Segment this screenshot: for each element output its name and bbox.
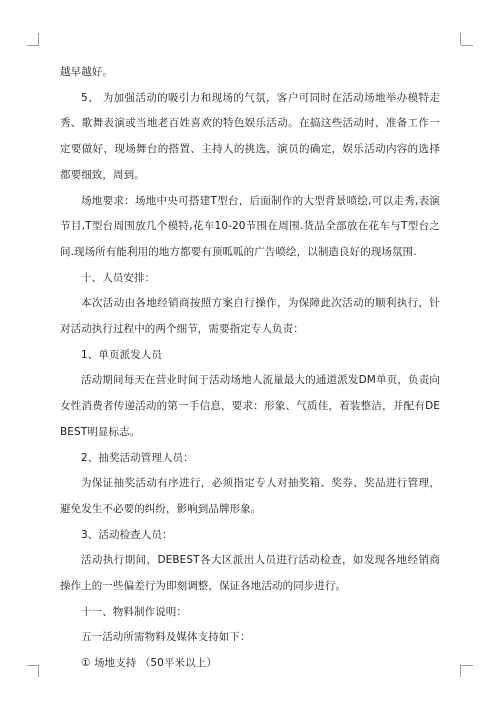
paragraph: 五一活动所需物料及媒体支持如下： <box>81 631 251 644</box>
paragraph: 越早越好。 <box>60 66 113 78</box>
section-heading: 十一、物料制作说明： <box>81 605 187 618</box>
list-item: ① 场地支持 （50平米以上） <box>81 657 217 670</box>
crop-mark-top-right-horizontal <box>461 45 473 46</box>
crop-mark-bottom-left-horizontal <box>27 665 39 666</box>
paragraph: 场地要求：场地中央可搭建T型台，后面制作的大型背景喷绘,可以走秀,表演节目,T型台周围放几个模特,花车10-20节围在周围.货品全部放在花车与T型台之间.现场所有能利用的地方都要有顶呱呱的广告喷绘，以制造良好的现场氛围. <box>60 194 440 258</box>
crop-mark-top-right-vertical <box>460 33 461 45</box>
paragraph: 本次活动由各地经销商按照方案自行操作，为保障此次活动的顺利执行，针对活动执行过程中的两个细节，需要指定专人负责： <box>60 297 440 336</box>
crop-mark-bottom-right-horizontal <box>461 665 473 666</box>
subsection-heading: 2、抽奖活动管理人员： <box>81 451 194 464</box>
crop-mark-bottom-left-vertical <box>38 665 39 677</box>
subsection-heading: 1、单页派发人员 <box>81 348 162 361</box>
subsection-heading: 3、活动检查人员： <box>81 528 173 541</box>
document-body <box>60 60 440 677</box>
crop-mark-bottom-right-vertical <box>460 665 461 677</box>
section-heading: 十、人员安排： <box>81 271 156 284</box>
paragraph: 活动期间每天在营业时间于活动场地人流量最大的通道派发DM单页，负责向女性消费者传递活动的第一手信息，要求：形象、气质佳，着装整洁，并配有DEBEST明显标志。 <box>60 374 440 438</box>
crop-mark-top-left-horizontal <box>27 45 39 46</box>
paragraph: 活动执行期间，DEBEST各大区派出人员进行活动检查，如发现各地经销商操作上的一些偏差行为即刻调整，保证各地活动的同步进行。 <box>60 554 440 593</box>
paragraph: 5、 为加强活动的吸引力和现场的气氛，客户可同时在活动场地举办模特走秀、歌舞表演或当地老百姓喜欢的特色娱乐活动。在搞这些活动时，准备工作一定要做好，现场舞台的搭置、主持人的挑选，演员的确定，娱乐活动内容的选择都要细致，周到。 <box>60 91 440 181</box>
paragraph: 为保证抽奖活动有序进行，必须指定专人对抽奖箱、奖券、奖品进行管理，避免发生不必要的纠纷，影响到品牌形象。 <box>60 477 440 515</box>
crop-mark-top-left-vertical <box>38 33 39 45</box>
